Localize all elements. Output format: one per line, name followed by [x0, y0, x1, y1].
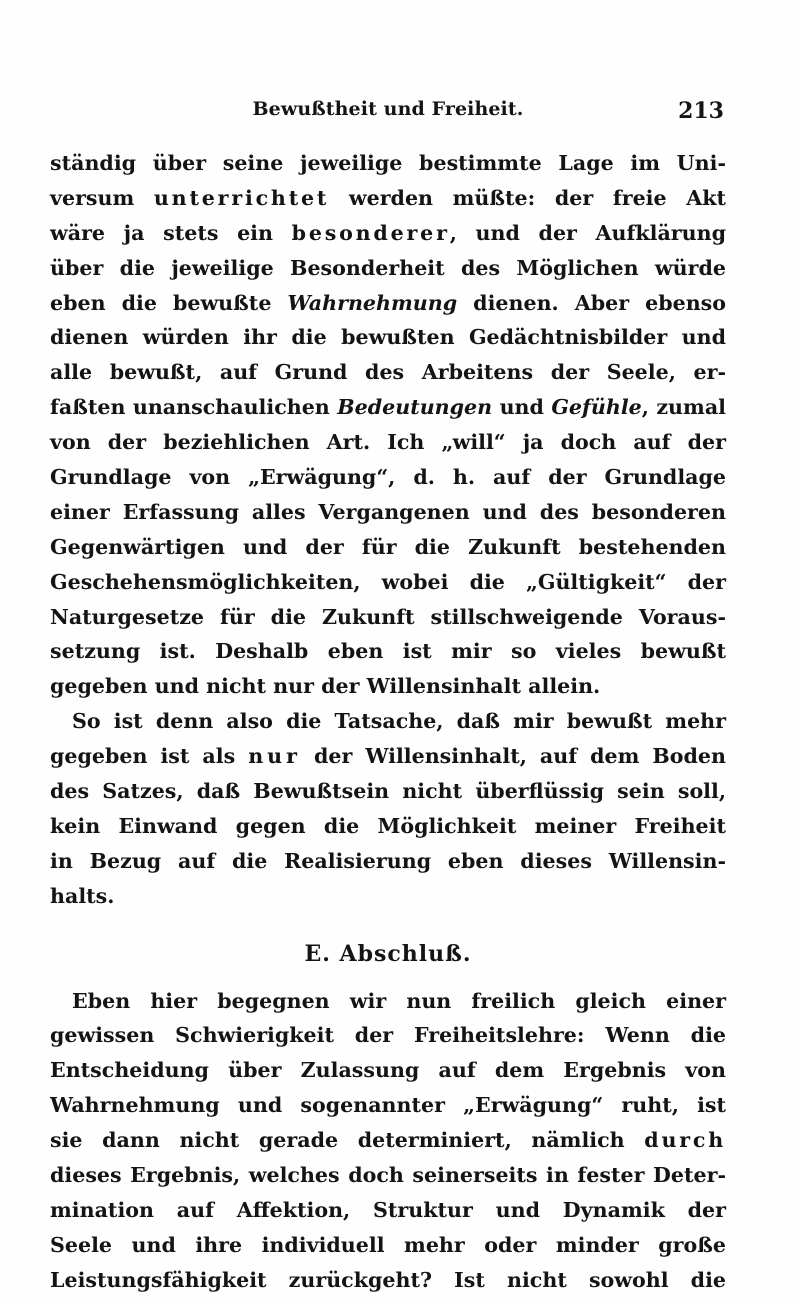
text-line: sie dann nicht gerade determiniert, nämlich durch	[50, 1128, 726, 1153]
text-line: gegeben ist als nur der Willensinhalt, auf dem Boden	[50, 744, 726, 769]
text-line: mination auf Affektion, Struktur und Dynamik der	[50, 1197, 726, 1222]
italic-emphasis: Gefühle	[551, 395, 642, 420]
text-line: des Satzes, daß Bewußtsein nicht überflüssig sein soll,	[50, 779, 726, 804]
text-line: über die jeweilige Besonderheit des Möglichen würde	[50, 255, 726, 280]
body-text	[50, 146, 726, 1298]
text-line: Gegenwärtigen und der für die Zukunft bestehenden	[50, 534, 726, 559]
text-line: alle bewußt, auf Grund des Arbeitens der Seele, er-	[50, 360, 726, 385]
text-line: einer Erfassung alles Vergangenen und des besonderen	[50, 499, 726, 524]
text-line: halts.	[50, 883, 115, 908]
text-line: faßten unanschaulichen Bedeutungen und Gefühle, zumal	[50, 395, 726, 420]
text-line: setzung ist. Deshalb eben ist mir so vieles bewußt	[50, 639, 726, 664]
page-number: 213	[678, 98, 724, 124]
text-line: von der beziehlichen Art. Ich „will“ ja doch auf der	[50, 430, 726, 455]
text-line: gewissen Schwierigkeit der Freiheitslehre: Wenn die	[50, 1023, 726, 1048]
text-line: dienen würden ihr die bewußten Gedächtnisbilder und	[50, 325, 726, 350]
text-line: Leistungsfähigkeit zurückgeht? Ist nicht sowohl die	[50, 1267, 726, 1292]
text-line: Geschehensmöglichkeiten, wobei die „Gültigkeit“ der	[50, 569, 726, 594]
text-line: Eben hier begegnen wir nun freilich gleich einer	[72, 988, 726, 1013]
text-line: Grundlage von „Erwägung“, d. h. auf der Grundlage	[50, 465, 726, 490]
spaced-emphasis: besonderer	[291, 220, 450, 245]
spaced-emphasis: nur	[248, 744, 301, 769]
running-head	[52, 98, 724, 130]
text-line: Seele und ihre individuell mehr oder minder große	[50, 1232, 726, 1257]
text-line: So ist denn also die Tatsache, daß mir bewußt mehr	[72, 709, 726, 734]
text-line: dieses Ergebnis, welches doch seinerseits in fester Deter-	[50, 1163, 726, 1188]
section-heading: E. Abschluß.	[304, 940, 472, 967]
text-line: kein Einwand gegen die Möglichkeit meiner Freiheit	[50, 813, 726, 838]
text-line: versum unterrichtet werden müßte: der freie Akt	[50, 185, 726, 210]
text-line: gegeben und nicht nur der Willensinhalt allein.	[50, 674, 601, 699]
italic-emphasis: Bedeutungen	[337, 395, 493, 420]
spaced-emphasis: unterrichtet	[153, 185, 330, 210]
text-line: in Bezug auf die Realisierung eben dieses Willensin-	[50, 848, 726, 873]
text-line: Naturgesetze für die Zukunft stillschweigende Voraus-	[50, 604, 726, 629]
text-line: eben die bewußte Wahrnehmung dienen. Aber ebenso	[50, 290, 726, 315]
spaced-emphasis: durch	[644, 1128, 726, 1153]
running-title: Bewußtheit und Freiheit.	[252, 98, 524, 120]
text-line: Entscheidung über Zulassung auf dem Ergebnis von	[50, 1058, 726, 1083]
text-line: wäre ja stets ein besonderer, und der Aufklärung	[50, 220, 726, 245]
text-line: ständig über seine jeweilige bestimmte Lage im Uni-	[50, 151, 726, 175]
text-line: Wahrnehmung und sogenannter „Erwägung“ ruht, ist	[50, 1093, 726, 1118]
italic-emphasis: Wahrnehmung	[287, 290, 458, 315]
